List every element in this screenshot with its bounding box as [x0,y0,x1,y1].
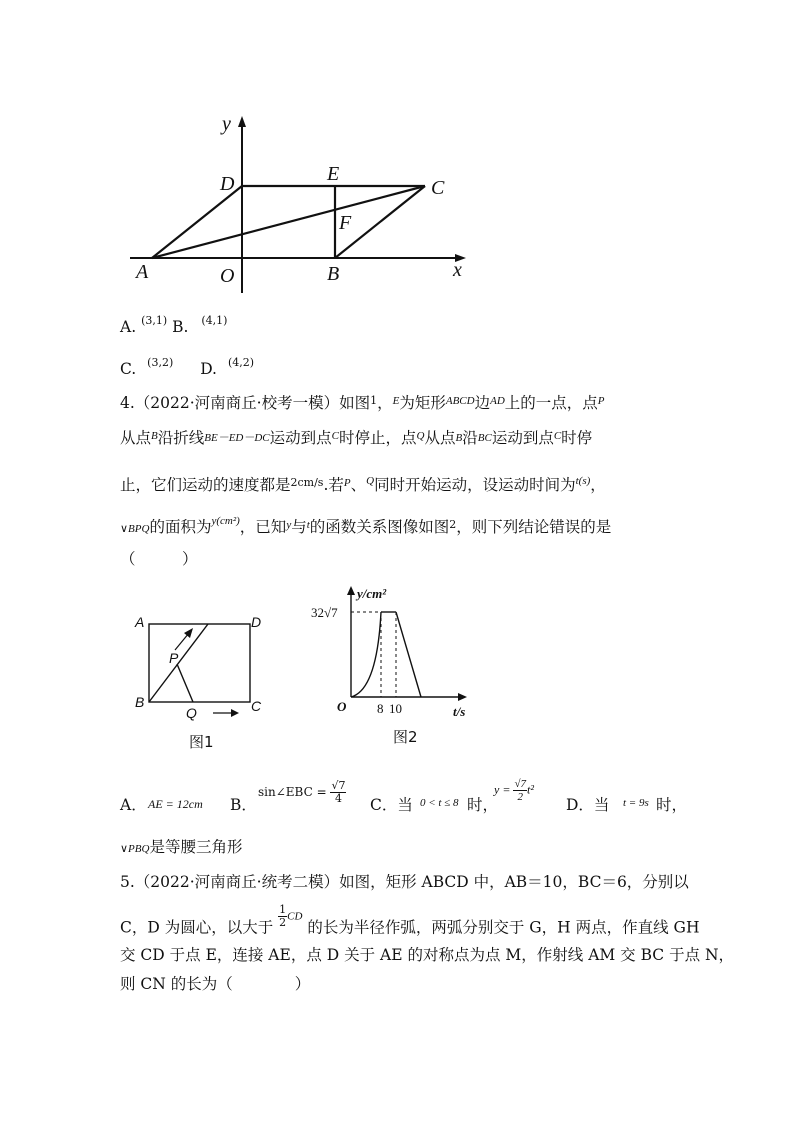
label-y: y [222,113,231,135]
fig2-y-arrow [347,586,355,595]
q5-line-2-b: 的长为半径作弧，两弧分别交于 G，H 两点，作直线 GH [307,918,700,937]
q5-line-4: 则 CN 的长为（ ） [120,975,311,993]
q4-text: .若 [323,476,344,494]
q5-fraction-group [278,904,302,929]
label-C: C [431,177,445,199]
q5-line-2 [120,903,700,941]
q4-text: 运动到点 [269,429,332,447]
q4-inline-math: ∨BPQ [120,523,150,535]
q4-inline-math: C [331,430,340,442]
q4-text: ， [377,394,393,412]
q4-inline-math: t(s) [575,475,591,487]
label-E: E [327,163,340,185]
q4-option-c-fraction [513,778,527,803]
label-F: F [339,212,352,234]
fig2-ymax: 32√7 [311,605,338,620]
q4-option-c-mid: 时， [467,796,499,814]
fig1-label-Q: Q [186,705,197,721]
q4-option-c-label: C．当 [370,796,413,814]
fig2-xlabel: t/s [453,704,466,719]
q4-text: 从点 [120,429,152,447]
q4-line-5: （ ） [120,550,198,568]
q4-option-b-expr [258,780,346,805]
q4-inline-math: y(cm²) [211,515,240,527]
fig1-label-D: D [251,614,262,630]
q4-option-c-left: y = [494,782,511,797]
fig2-x-arrow [458,693,467,701]
q4-option-c-num: √7 [514,778,526,790]
q4-option-b-den: 4 [334,792,342,805]
q4-inline-math: Q [366,475,375,487]
q4-inline-math: AD [490,395,505,407]
q4-inline-math: 1 [370,394,378,407]
fig1-label-P: P [169,650,179,666]
fig2-caption: 图2 [393,728,418,746]
q4-inline-math: E [392,395,400,407]
fig1-label-C: C [251,698,262,714]
q5-frac-num: 1 [279,903,287,916]
arrow-Q-head [231,709,239,717]
option-b-label: B. [172,318,189,336]
coordinate-figure [125,108,475,293]
q4-option-d-text: 是等腰三角形 [149,838,243,856]
q4-inline-math: B [151,430,158,442]
q4-text: 、 [350,476,367,494]
option-b-value: (4,1) [201,314,228,327]
option-c-value: (3,2) [147,356,174,369]
q5-frac-var: CD [287,910,303,923]
q4-line-1 [120,392,605,416]
q4-inline-math: y [286,519,292,531]
fig1-caption: 图1 [189,733,214,751]
q4-inline-math: BE－ED－DC [204,432,270,444]
q4-inline-math: t [306,519,310,531]
q4-inline-math: ABCD [445,395,475,407]
q4-option-b-num: √7 [331,779,346,792]
q4-text: 沿 [462,429,478,447]
q4-text: 沿折线 [157,429,205,447]
q4-option-b-fraction [330,780,346,805]
q4-option-d-label: D．当 [566,796,610,814]
q3-options-row-1 [120,316,227,340]
label-B: B [327,263,340,285]
q4-text: 同时开始运动，设运动时间为 [374,476,576,494]
fig2-tick-10: 10 [389,701,402,716]
q4-option-b-left: sin∠EBC = [258,785,327,799]
q4-option-a-expr: AE = 12cm [148,797,203,811]
q4-inline-math: 2cm/s [290,476,324,489]
q4-text: ，则下列结论错误的是 [456,518,612,536]
q4-text: 与 [291,518,307,536]
q4-option-d-cond: t = 9s [623,797,649,809]
q4-line-2 [120,427,592,451]
fig2-tick-8: 8 [377,701,384,716]
q3-options-row-2 [120,358,254,382]
option-a-value: (3,1) [141,314,168,327]
q4-inline-math: B [455,432,463,444]
q4-text: ，已知 [239,518,287,536]
fig2-curve [351,612,381,697]
arrow-P-shaft [175,633,189,650]
q4-text: 的函数关系图像如图 [309,518,450,536]
q4-text: 的面积为 [149,518,212,536]
q5-fraction [278,904,287,929]
q4-text: 边 [474,394,491,412]
q4-option-b-label: B． [230,796,257,814]
label-O: O [220,265,235,287]
fig2-descent [396,612,421,697]
q4-text: 为矩形 [399,394,446,412]
label-A: A [136,261,149,283]
q4-option-c-cond: 0 < t ≤ 8 [420,797,459,809]
figure-2 [305,580,485,750]
q4-text: ， [590,476,606,494]
q4-option-c-right: t² [526,782,534,797]
q4-option-c-expr [494,778,534,803]
segment-PQ [177,664,193,702]
y-axis-arrow [238,116,246,127]
q4-text: 时停止，点 [339,429,417,447]
segment-BE [149,624,208,702]
fig1-label-A: A [135,614,145,630]
label-x: x [453,259,462,281]
q4-inline-math: 2 [449,518,457,531]
fig2-ylabel: y/cm² [357,586,387,601]
option-d-label: D. [200,360,217,378]
fig1-label-B: B [135,694,145,710]
q5-line-3: 交 CD 于点 E，连接 AE，点 D 关于 AE 的对称点为点 M，作射线 AM 交 BC 于点 N， [120,946,735,964]
option-a-label: A. [120,318,137,336]
q4-inline-math: P [597,395,605,407]
q4-text: 止，它们运动的速度都是 [120,476,291,494]
q4-option-d-mid: 时， [656,796,688,814]
q4-inline-math: C [553,430,562,442]
q4-line-3 [120,474,606,498]
q4-line-4 [120,516,611,540]
fig2-origin: O [337,699,347,714]
q4-inline-math: P [343,477,351,489]
option-c-label: C. [120,360,137,378]
q5-line-1: 5.（2022·河南商丘·统考二模）如图，矩形 ABCD 中，AB＝10，BC＝6，分别以 [120,873,689,891]
q4-text: 运动到点 [491,429,554,447]
q4-inline-math: BC [477,432,492,444]
q4-option-d-triangle: ∨PBQ [120,843,150,855]
q4-option-d-line-2 [120,836,242,860]
q4-inline-math: Q [416,430,425,442]
q5-frac-den: 2 [279,916,287,929]
q4-option-c-den: 2 [517,791,523,803]
q4-text: 4.（2022·河南商丘·校考一模）如图 [120,394,371,412]
q4-option-a-label: A． [120,796,147,814]
q4-text: 时停 [561,429,593,447]
figure-1 [125,606,275,756]
q4-text: 从点 [424,429,456,447]
q4-text: 上的一点，点 [504,394,598,412]
q5-line-2-a: C，D 为圆心，以大于 [120,918,274,937]
label-D: D [220,173,235,195]
option-d-value: (4,2) [227,356,255,369]
segment-AC [152,186,425,258]
